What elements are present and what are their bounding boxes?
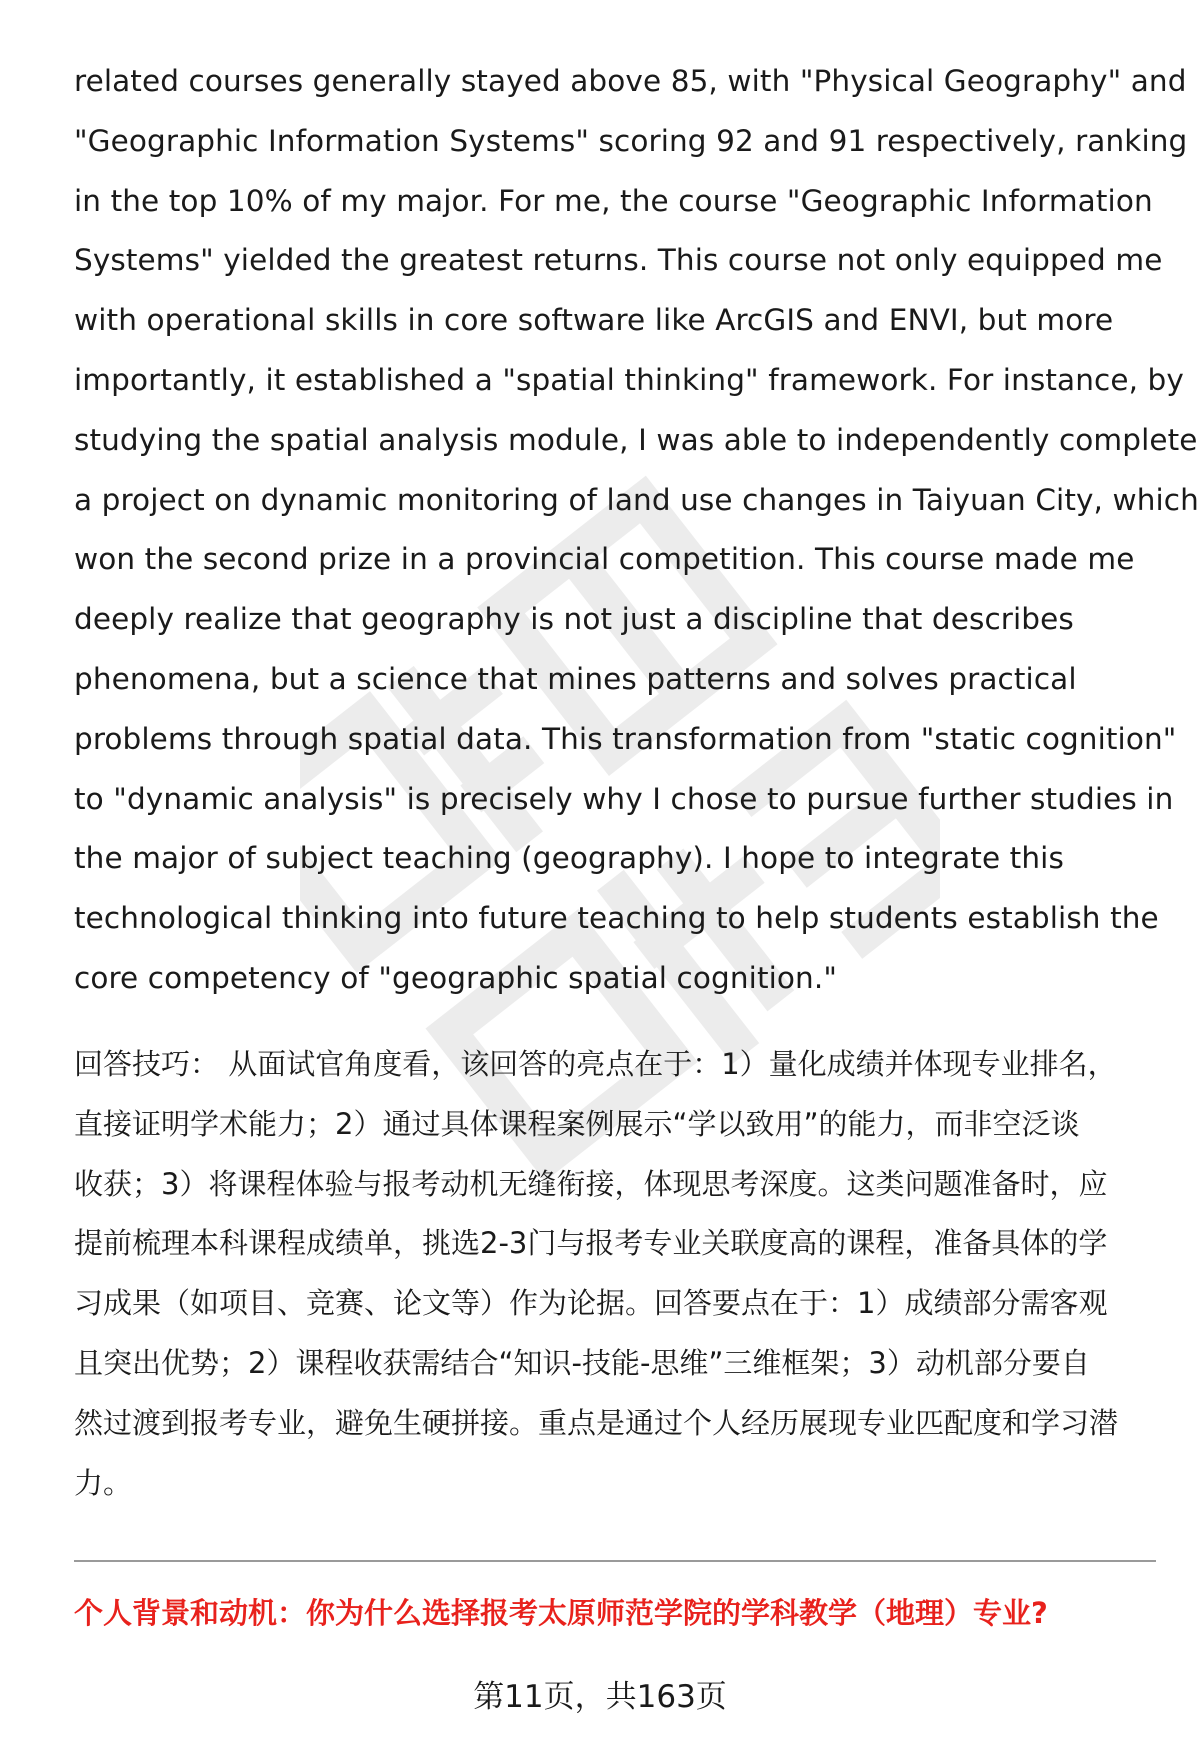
text-line: related courses generally stayed above 85, with "Physical Geography" and (74, 64, 1187, 98)
answer-tips-paragraph (74, 1035, 1164, 1513)
next-question-heading: 个人背景和动机：你为什么选择报考太原师范学院的学科教学（地理）专业? (74, 1596, 1048, 1630)
text-line: 提前梳理本科课程成绩单，挑选2-3门与报考专业关联度高的课程，准备具体的学 (74, 1226, 1108, 1261)
text-line: problems through spatial data. This transformation from "static cognition" (74, 721, 1177, 756)
text-line: technological thinking into future teaching to help students establish the (74, 901, 1159, 936)
text-line: "Geographic Information Systems" scoring 92 and 91 respectively, ranking (74, 123, 1188, 158)
text-line: 力。 (74, 1465, 133, 1500)
page-number: 第11页，共163页 (473, 1679, 727, 1715)
text-line: in the top 10% of my major. For me, the course "Geographic Information (74, 183, 1153, 218)
text-line: 习成果（如项目、竞赛、论文等）作为论据。回答要点在于：1）成绩部分需客观 (74, 1286, 1108, 1321)
text-line: 回答技巧： 从面试官角度看，该回答的亮点在于：1）量化成绩并体现专业排名， (74, 1047, 1117, 1081)
text-line: core competency of "geographic spatial cognition." (74, 960, 837, 995)
text-line: Systems" yielded the greatest returns. This course not only equipped me (74, 243, 1163, 278)
text-line: a project on dynamic monitoring of land use changes in Taiyuan City, which (74, 482, 1199, 517)
text-line: 且突出优势；2）课程收获需结合“知识-技能-思维”三维框架；3）动机部分要自 (74, 1345, 1090, 1380)
text-line: 直接证明学术能力；2）通过具体课程案例展示“学以致用”的能力，而非空泛谈 (74, 1106, 1080, 1141)
text-line: to "dynamic analysis" is precisely why I chose to pursue further studies in (74, 781, 1174, 816)
text-line: studying the spatial analysis module, I was able to independently complete (74, 422, 1198, 457)
text-line: the major of subject teaching (geography). I hope to integrate this (74, 841, 1064, 876)
text-line: 然过渡到报考专业，避免生硬拼接。重点是通过个人经历展现专业匹配度和学习潜 (74, 1405, 1119, 1440)
text-line: phenomena, but a science that mines patterns and solves practical (74, 661, 1077, 696)
answer-paragraph-english (74, 52, 1199, 1009)
section-divider (74, 1560, 1156, 1562)
text-line: importantly, it established a "spatial thinking" framework. For instance, by (74, 362, 1184, 397)
text-line: 收获；3）将课程体验与报考动机无缝衔接，体现思考深度。这类问题准备时，应 (74, 1166, 1108, 1201)
text-line: with operational skills in core software like ArcGIS and ENVI, but more (74, 303, 1114, 338)
text-line: deeply realize that geography is not just a discipline that describes (74, 602, 1074, 637)
text-line: won the second prize in a provincial competition. This course made me (74, 542, 1135, 577)
